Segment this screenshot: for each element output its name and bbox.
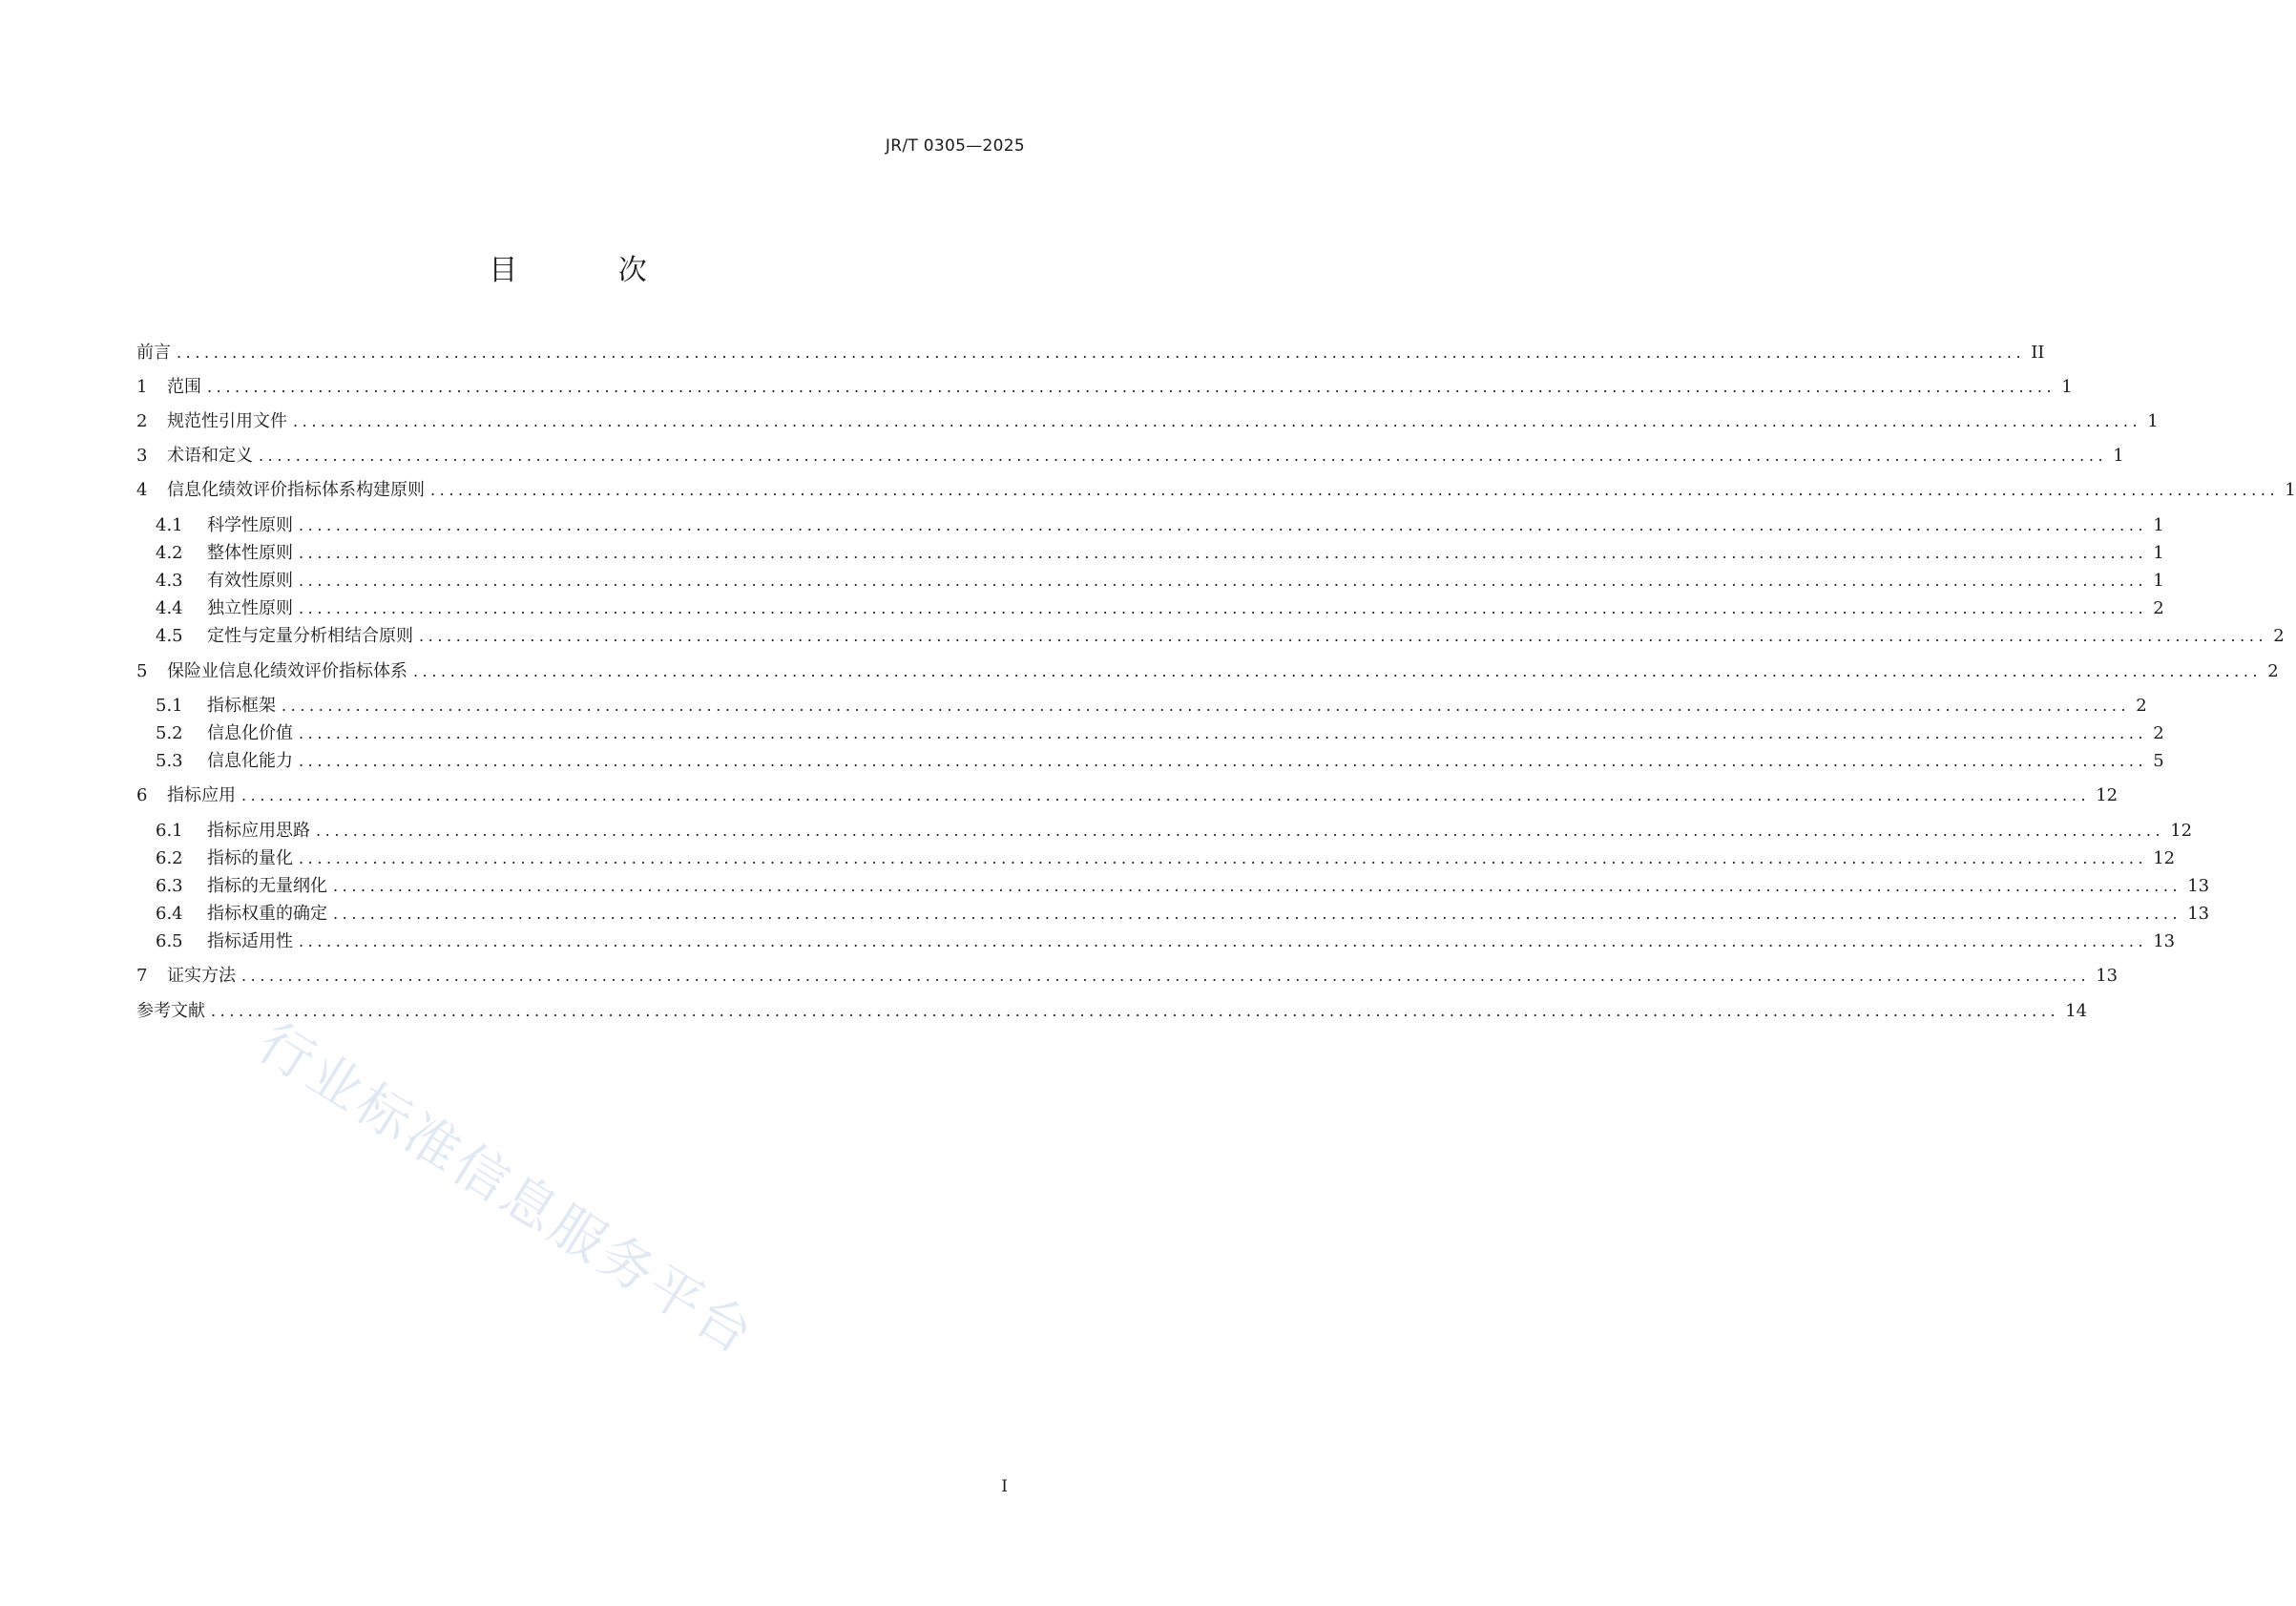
toc-entry-label: 整体性原则 [207, 543, 293, 563]
toc-entry-page: 14 [2065, 1001, 2088, 1021]
toc-entry-number: 4 [136, 480, 148, 500]
toc-entry-number: 4.2 [156, 543, 183, 563]
toc-dot-leader: ........................................................................................................................................................................................................ [282, 697, 2131, 715]
toc-entry-page: 2 [2136, 696, 2147, 716]
footer-page-number: I [1001, 1477, 1008, 1496]
toc-entry-label: 指标框架 [207, 696, 276, 716]
toc-entry-page: 13 [2187, 876, 2210, 896]
toc-entry[interactable] [156, 595, 2164, 622]
toc-entry[interactable] [156, 540, 2164, 567]
toc-dot-leader: ........................................................................................................................................................................................................ [299, 544, 2148, 562]
toc-entry[interactable] [136, 477, 2296, 504]
toc-entry-label: 指标应用 [167, 785, 236, 805]
toc-dot-leader: ........................................................................................................................................................................................................ [299, 724, 2148, 742]
toc-entry-label: 信息化能力 [207, 751, 293, 771]
toc-entry[interactable] [136, 963, 2119, 990]
toc-entry-number: 5.1 [156, 696, 183, 716]
toc-entry-label: 信息化绩效评价指标体系构建原则 [167, 480, 425, 500]
toc-entry-page: 1 [2113, 446, 2124, 466]
toc-dot-leader: ........................................................................................................................................................................................................ [241, 967, 2091, 985]
toc-dot-leader: ........................................................................................................................................................................................................ [299, 516, 2148, 534]
toc-dot-leader: ........................................................................................................................................................................................................ [207, 378, 2056, 396]
toc-dot-leader: ........................................................................................................................................................................................................ [211, 1002, 2060, 1020]
toc-entry[interactable] [156, 512, 2164, 539]
toc-entry-label: 术语和定义 [167, 446, 253, 466]
toc-entry-number: 7 [136, 966, 148, 986]
toc-entry-page: II [2031, 343, 2045, 363]
toc-entry-number: 3 [136, 446, 148, 466]
toc-entry-number: 5.3 [156, 751, 183, 771]
toc-dot-leader: ........................................................................................................................................................................................................ [333, 905, 2182, 923]
toc-entry[interactable] [156, 568, 2164, 594]
toc-entry-page: 12 [2096, 785, 2119, 805]
toc-entry[interactable] [136, 658, 2279, 685]
toc-entry-number: 5 [136, 661, 148, 681]
toc-entry-label: 证实方法 [167, 966, 236, 986]
toc-dot-leader: ........................................................................................................................................................................................................ [299, 752, 2148, 770]
toc-entry[interactable] [156, 928, 2176, 955]
toc-entry-number: 4.1 [156, 515, 183, 535]
toc-entry[interactable] [136, 374, 2073, 401]
toc-entry-label: 定性与定量分析相结合原则 [207, 626, 413, 646]
toc-dot-leader: ........................................................................................................................................................................................................ [299, 572, 2148, 590]
toc-entry-page: 12 [2170, 821, 2193, 841]
page-title: 目 次 [489, 254, 693, 287]
toc-entry-number: 6.2 [156, 848, 183, 868]
toc-entry-page: 2 [2267, 661, 2279, 681]
toc-entry-page: 2 [2273, 626, 2285, 646]
toc-entry[interactable] [136, 443, 2124, 469]
toc-entry[interactable] [156, 845, 2176, 872]
toc-dot-leader: ........................................................................................................................................................................................................ [293, 412, 2142, 430]
toc-entry-label: 前言 [136, 343, 171, 363]
toc-entry[interactable] [136, 408, 2159, 435]
toc-entry-label: 指标的无量纲化 [207, 876, 327, 896]
toc-entry-page: 1 [2285, 480, 2296, 500]
toc-dot-leader: ........................................................................................................................................................................................................ [316, 822, 2165, 840]
toc-dot-leader: ........................................................................................................................................................................................................ [419, 627, 2268, 645]
toc-entry[interactable] [136, 340, 2045, 366]
toc-entry-label: 指标的量化 [207, 848, 293, 868]
watermark: 行业标准信息服务平台 [247, 1012, 766, 1368]
toc-entry-label: 指标权重的确定 [207, 904, 327, 924]
toc-entry-label: 有效性原则 [207, 571, 293, 591]
toc-entry-label: 参考文献 [136, 1001, 205, 1021]
document-code: JR/T 0305—2025 [885, 136, 1025, 156]
toc-entry-number: 5.2 [156, 723, 183, 743]
toc-entry-number: 6 [136, 785, 148, 805]
toc-entry-number: 1 [136, 377, 148, 397]
toc-entry[interactable] [156, 748, 2164, 775]
toc-dot-leader: ........................................................................................................................................................................................................ [413, 662, 2263, 680]
toc-entry-label: 科学性原则 [207, 515, 293, 535]
toc-entry[interactable] [136, 782, 2119, 809]
toc-entry-page: 1 [2153, 571, 2164, 591]
toc-entry-label: 范围 [167, 377, 201, 397]
toc-entry[interactable] [156, 873, 2210, 900]
toc-entry-page: 1 [2061, 377, 2073, 397]
toc-entry[interactable] [156, 901, 2210, 928]
toc-entry-page: 13 [2153, 931, 2176, 951]
toc-entry-page: 2 [2153, 723, 2164, 743]
toc-entry-page: 13 [2187, 904, 2210, 924]
toc-entry-page: 1 [2153, 515, 2164, 535]
toc-entry[interactable] [156, 623, 2285, 650]
toc-entry-label: 信息化价值 [207, 723, 293, 743]
toc-entry-page: 2 [2153, 598, 2164, 618]
toc-entry-number: 6.4 [156, 904, 183, 924]
toc-entry-label: 独立性原则 [207, 598, 293, 618]
toc-entry-number: 4.4 [156, 598, 183, 618]
toc-entry-number: 4.3 [156, 571, 183, 591]
toc-dot-leader: ........................................................................................................................................................................................................ [430, 481, 2280, 499]
toc-entry-page: 5 [2153, 751, 2164, 771]
toc-entry[interactable] [136, 998, 2088, 1025]
toc-entry[interactable] [156, 693, 2147, 720]
toc-entry-number: 6.1 [156, 821, 183, 841]
toc-entry-page: 1 [2147, 411, 2159, 431]
toc-entry-number: 2 [136, 411, 148, 431]
toc-dot-leader: ........................................................................................................................................................................................................ [259, 447, 2108, 465]
toc-entry-label: 保险业信息化绩效评价指标体系 [167, 661, 407, 681]
toc-entry[interactable] [156, 720, 2164, 747]
toc-entry-label: 指标适用性 [207, 931, 293, 951]
toc-entry-page: 1 [2153, 543, 2164, 563]
toc-dot-leader: ........................................................................................................................................................................................................ [333, 877, 2182, 895]
toc-entry-number: 6.3 [156, 876, 183, 896]
toc-entry-page: 12 [2153, 848, 2176, 868]
toc-entry-label: 指标应用思路 [207, 821, 310, 841]
toc-dot-leader: ........................................................................................................................................................................................................ [241, 786, 2091, 804]
toc-dot-leader: ........................................................................................................................................................................................................ [177, 344, 2026, 362]
toc-entry-page: 13 [2096, 966, 2119, 986]
toc-dot-leader: ........................................................................................................................................................................................................ [299, 849, 2148, 867]
toc-entry-label: 规范性引用文件 [167, 411, 287, 431]
toc-dot-leader: ........................................................................................................................................................................................................ [299, 932, 2148, 950]
toc-dot-leader: ........................................................................................................................................................................................................ [299, 599, 2148, 617]
toc-entry-number: 4.5 [156, 626, 183, 646]
toc-entry[interactable] [156, 818, 2193, 845]
toc-entry-number: 6.5 [156, 931, 183, 951]
